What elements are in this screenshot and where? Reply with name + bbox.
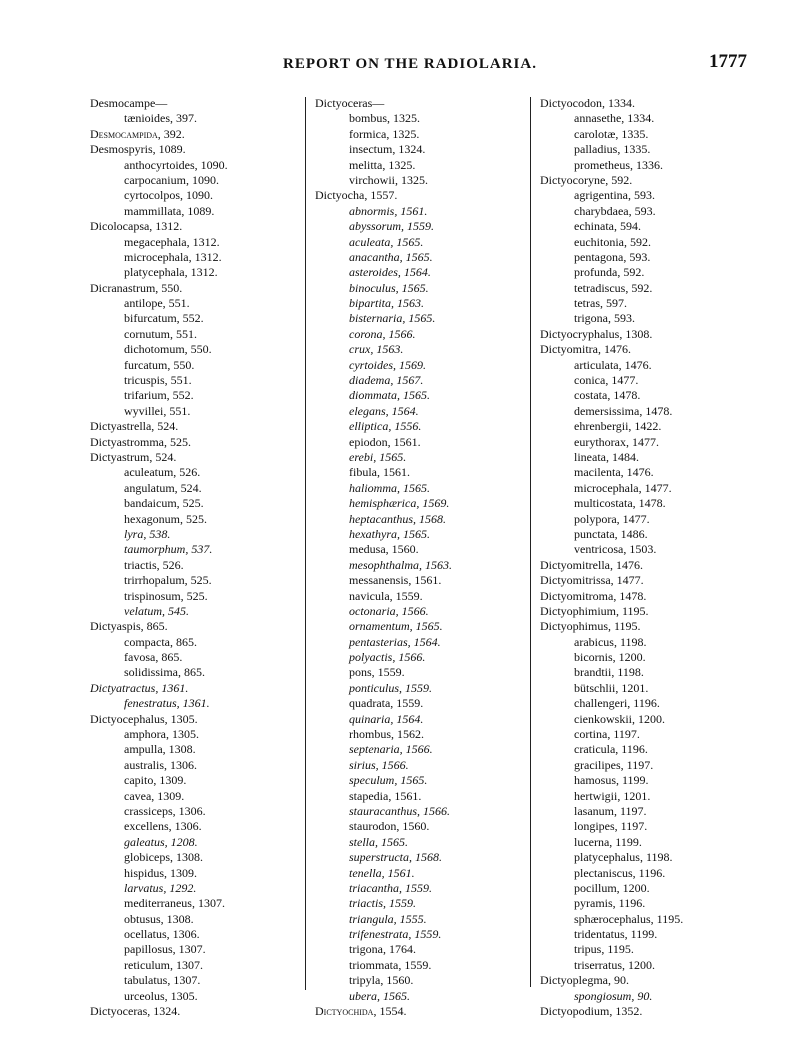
index-entry-species: ponticulus, 1559. [349, 680, 432, 695]
index-entry-genus: Dictyocha, 1557. [315, 188, 398, 203]
index-column-1 [90, 96, 295, 1019]
index-entry-species: compacta, 865. [124, 634, 197, 649]
index-entry-species: formica, 1325. [349, 126, 420, 141]
index-entry-genus: Desmocampida, 392. [90, 126, 185, 141]
index-entry-genus: Dictyomitrissa, 1477. [540, 573, 644, 588]
index-entry-species: stapedia, 1561. [349, 788, 422, 803]
index-entry-species: triacantha, 1559. [349, 880, 432, 895]
index-entry-genus: Dictyochida, 1554. [315, 1004, 407, 1019]
index-entry-species: insectum, 1324. [349, 142, 426, 157]
index-entry-species: abyssorum, 1559. [349, 219, 435, 234]
index-entry-genus: Dictyoceras— [315, 96, 385, 110]
index-entry-species: carolotæ, 1335. [574, 126, 649, 141]
index-entry-species: polypora, 1477. [574, 511, 650, 526]
index-entry-species: larvatus, 1292. [124, 880, 197, 895]
index-entry-species: microcephala, 1477. [574, 480, 672, 495]
index-entry-species: asteroides, 1564. [349, 265, 431, 280]
index-entry-species: pyramis, 1196. [574, 896, 646, 911]
index-entry-species: diommata, 1565. [349, 388, 430, 403]
index-entry-species: pons, 1559. [349, 665, 405, 680]
index-entry-species: trirrhopalum, 525. [124, 573, 212, 588]
index-entry-species: quinaria, 1564. [349, 711, 424, 726]
index-entry-species: lucerna, 1199. [574, 834, 642, 849]
index-entry-species: eurythorax, 1477. [574, 434, 659, 449]
page-number: 1777 [709, 51, 747, 72]
index-entry-species: trigona, 593. [574, 311, 635, 326]
index-entry-species: excellens, 1306. [124, 819, 202, 834]
index-entry-species: microcephala, 1312. [124, 249, 222, 264]
index-entry-species: hertwigii, 1201. [574, 788, 651, 803]
index-entry-species: palladius, 1335. [574, 142, 651, 157]
index-entry-genus: Dictyocoryne, 592. [540, 172, 633, 187]
index-entry-species: elegans, 1564. [349, 403, 419, 418]
index-entry-species: trifarium, 552. [124, 388, 194, 403]
index-entry-species: bütschlii, 1201. [574, 680, 649, 695]
index-entry-species: bipartita, 1563. [349, 296, 425, 311]
index-entry-genus: Dictyaspis, 865. [90, 619, 168, 634]
index-entry-species: tænioides, 397. [124, 111, 198, 126]
index-entry-species: demersissima, 1478. [574, 403, 673, 418]
index-entry-species: epiodon, 1561. [349, 434, 421, 449]
index-entry-species: galeatus, 1208. [124, 834, 198, 849]
index-entry-species: pocillum, 1200. [574, 880, 650, 895]
index-entry-species: cyrtocolpos, 1090. [124, 188, 213, 203]
index-entry-species: macilenta, 1476. [574, 465, 654, 480]
index-entry-species: euchitonia, 592. [574, 234, 651, 249]
index-entry-species: polyactis, 1566. [349, 650, 426, 665]
index-entry-species: ubera, 1565. [349, 988, 410, 1003]
index-entry-species: cavea, 1309. [124, 788, 185, 803]
index-entry-species: lasanum, 1197. [574, 803, 647, 818]
index-entry-species: amphora, 1305. [124, 727, 199, 742]
index-entry-species: melitta, 1325. [349, 157, 416, 172]
index-entry-species: angulatum, 524. [124, 480, 202, 495]
index-entry-species: cyrtoides, 1569. [349, 357, 426, 372]
index-entry-species: pentagona, 593. [574, 249, 651, 264]
index-entry-genus: Dictyocryphalus, 1308. [540, 326, 653, 341]
index-entry-species: tabulatus, 1307. [124, 973, 201, 988]
index-entry-species: capito, 1309. [124, 773, 187, 788]
index-entry-genus: Desmocampe— [90, 96, 168, 110]
index-entry-species: multicostata, 1478. [574, 496, 666, 511]
index-entry-genus: Dictyoceras, 1324. [90, 1004, 181, 1019]
index-entry-species: stella, 1565. [349, 834, 408, 849]
index-entry-species: hispidus, 1309. [124, 865, 198, 880]
index-entry-species: septenaria, 1566. [349, 742, 433, 757]
index-entry-species: lyra, 538. [124, 526, 171, 541]
column-divider [530, 97, 531, 987]
index-entry-species: corona, 1566. [349, 326, 416, 341]
index-entry-species: ocellatus, 1306. [124, 927, 200, 942]
index-entry-species: tripus, 1195. [574, 942, 634, 957]
column-divider [305, 97, 306, 990]
index-entry-species: bombus, 1325. [349, 111, 421, 126]
index-entry-species: tripyla, 1560. [349, 973, 414, 988]
index-entry-species: reticulum, 1307. [124, 957, 203, 972]
index-entry-species: annasethe, 1334. [574, 111, 655, 126]
index-entry-species: cienkowskii, 1200. [574, 711, 665, 726]
index-entry-species: articulata, 1476. [574, 357, 652, 372]
index-entry-species: hexathyra, 1565. [349, 526, 430, 541]
index-column-3 [540, 96, 750, 1019]
index-entry-genus: Dictyomitroma, 1478. [540, 588, 647, 603]
index-entry-species: trigona, 1764. [349, 942, 416, 957]
index-entry-species: prometheus, 1336. [574, 157, 663, 172]
index-entry-species: costata, 1478. [574, 388, 641, 403]
index-entry-species: bifurcatum, 552. [124, 311, 204, 326]
index-entry-species: trifenestrata, 1559. [349, 927, 442, 942]
index-entry-species: longipes, 1197. [574, 819, 648, 834]
index-entry-species: hamosus, 1199. [574, 773, 649, 788]
index-entry-species: stauracanthus, 1566. [349, 803, 451, 818]
index-entry-species: antilope, 551. [124, 296, 190, 311]
index-entry-genus: Dictyocephalus, 1305. [90, 711, 198, 726]
index-entry-species: obtusus, 1308. [124, 911, 194, 926]
index-entry-species: favosa, 865. [124, 650, 183, 665]
index-entry-species: erebi, 1565. [349, 449, 407, 464]
index-entry-genus: Dictyophimium, 1195. [540, 603, 649, 618]
index-entry-species: craticula, 1196. [574, 742, 648, 757]
index-entry-species: superstructa, 1568. [349, 850, 442, 865]
index-entry-species: plectaniscus, 1196. [574, 865, 666, 880]
index-entry-species: mesophthalma, 1563. [349, 557, 452, 572]
index-entry-species: abnormis, 1561. [349, 203, 428, 218]
index-entry-species: crassiceps, 1306. [124, 803, 206, 818]
index-entry-species: diadema, 1567. [349, 373, 424, 388]
index-entry-species: brandtii, 1198. [574, 665, 644, 680]
index-entry-species: virchowii, 1325. [349, 172, 428, 187]
index-entry-species: fenestratus, 1361. [124, 696, 210, 711]
index-entry-species: triserratus, 1200. [574, 957, 655, 972]
index-entry-species: globiceps, 1308. [124, 850, 203, 865]
running-head: REPORT ON THE RADIOLARIA. [283, 56, 537, 72]
index-entry-species: conica, 1477. [574, 373, 639, 388]
index-entry-genus: Dictyatractus, 1361. [90, 680, 189, 695]
index-entry-species: triactis, 1559. [349, 896, 417, 911]
index-entry-species: cornutum, 551. [124, 326, 197, 341]
index-entry-genus: Dictyastromma, 525. [90, 434, 191, 449]
index-entry-species: ventricosa, 1503. [574, 542, 657, 557]
index-entry-species: platycephalus, 1198. [574, 850, 673, 865]
index-entry-species: lineata, 1484. [574, 449, 639, 464]
index-entry-species: taumorphum, 537. [124, 542, 213, 557]
index-entry-species: australis, 1306. [124, 757, 197, 772]
index-entry-species: mediterraneus, 1307. [124, 896, 225, 911]
index-entry-species: ornamentum, 1565. [349, 619, 443, 634]
index-entry-species: triommata, 1559. [349, 957, 432, 972]
index-entry-species: profunda, 592. [574, 265, 645, 280]
index-entry-species: triactis, 526. [124, 557, 184, 572]
index-entry-species: hemisphærica, 1569. [349, 496, 450, 511]
index-entry-species: mammillata, 1089. [124, 203, 215, 218]
index-entry-genus: Dictyastrum, 524. [90, 449, 177, 464]
index-entry-species: arabicus, 1198. [574, 634, 647, 649]
index-entry-species: punctata, 1486. [574, 526, 648, 541]
index-entry-genus: Dictyoplegma, 90. [540, 973, 629, 988]
index-entry-species: haliomma, 1565. [349, 480, 430, 495]
index-entry-genus: Dictyopodium, 1352. [540, 1004, 643, 1019]
index-entry-species: agrigentina, 593. [574, 188, 655, 203]
index-entry-species: dichotomum, 550. [124, 342, 212, 357]
index-entry-species: fibula, 1561. [349, 465, 410, 480]
index-entry-species: crux, 1563. [349, 342, 404, 357]
index-entry-genus: Dictyastrella, 524. [90, 419, 179, 434]
index-entry-species: bandaicum, 525. [124, 496, 204, 511]
index-entry-genus: Dictyomitra, 1476. [540, 342, 631, 357]
index-entry-species: tridentatus, 1199. [574, 927, 658, 942]
index-entry-species: spongiosum, 90. [574, 988, 653, 1003]
index-entry-species: velatum, 545. [124, 603, 189, 618]
index-entry-species: aculeatum, 526. [124, 465, 201, 480]
index-entry-species: sirius, 1566. [349, 757, 409, 772]
index-entry-species: challengeri, 1196. [574, 696, 660, 711]
index-entry-species: solidissima, 865. [124, 665, 206, 680]
index-entry-species: hexagonum, 525. [124, 511, 207, 526]
index-entry-species: sphærocephalus, 1195. [574, 911, 684, 926]
index-entry-genus: Dicranastrum, 550. [90, 280, 183, 295]
index-entry-species: tenella, 1561. [349, 865, 415, 880]
index-entry-species: elliptica, 1556. [349, 419, 422, 434]
index-entry-species: papillosus, 1307. [124, 942, 206, 957]
index-column-2 [315, 96, 525, 1019]
index-entry-species: trispinosum, 525. [124, 588, 208, 603]
index-entry-species: echinata, 594. [574, 219, 641, 234]
index-entry-species: tetradiscus, 592. [574, 280, 653, 295]
index-entry-species: triangula, 1555. [349, 911, 427, 926]
index-entry-species: octonaria, 1566. [349, 603, 429, 618]
index-entry-species: urceolus, 1305. [124, 988, 198, 1003]
index-entry-species: anacantha, 1565. [349, 249, 433, 264]
index-entry-species: furcatum, 550. [124, 357, 195, 372]
index-entry-genus: Dictyophimus, 1195. [540, 619, 641, 634]
index-entry-species: navicula, 1559. [349, 588, 423, 603]
index-entry-species: ampulla, 1308. [124, 742, 196, 757]
index-entry-species: tetras, 597. [574, 296, 627, 311]
index-entry-species: heptacanthus, 1568. [349, 511, 446, 526]
index-entry-species: tricuspis, 551. [124, 373, 192, 388]
index-entry-genus: Dictyocodon, 1334. [540, 96, 635, 110]
index-entry-species: cortina, 1197. [574, 727, 640, 742]
index-entry-genus: Dictyomitrella, 1476. [540, 557, 643, 572]
index-entry-species: aculeata, 1565. [349, 234, 424, 249]
index-entry-species: speculum, 1565. [349, 773, 428, 788]
index-entry-species: megacephala, 1312. [124, 234, 220, 249]
index-entry-species: pentasterias, 1564. [349, 634, 441, 649]
index-entry-species: gracilipes, 1197. [574, 757, 654, 772]
index-entry-species: bicornis, 1200. [574, 650, 646, 665]
index-entry-species: messanensis, 1561. [349, 573, 442, 588]
index-entry-species: ehrenbergii, 1422. [574, 419, 662, 434]
index-entry-genus: Desmospyris, 1089. [90, 142, 186, 157]
index-entry-species: anthocyrtoides, 1090. [124, 157, 228, 172]
index-entry-species: wyvillei, 551. [124, 403, 191, 418]
index-entry-species: rhombus, 1562. [349, 727, 424, 742]
index-entry-species: staurodon, 1560. [349, 819, 430, 834]
index-entry-species: platycephala, 1312. [124, 265, 218, 280]
index-entry-species: medusa, 1560. [349, 542, 419, 557]
index-entry-species: carpocanium, 1090. [124, 172, 219, 187]
index-entry-species: binoculus, 1565. [349, 280, 429, 295]
index-entry-species: quadrata, 1559. [349, 696, 424, 711]
index-entry-species: charybdaea, 593. [574, 203, 656, 218]
index-entry-genus: Dicolocapsa, 1312. [90, 219, 183, 234]
index-entry-species: bisternaria, 1565. [349, 311, 436, 326]
